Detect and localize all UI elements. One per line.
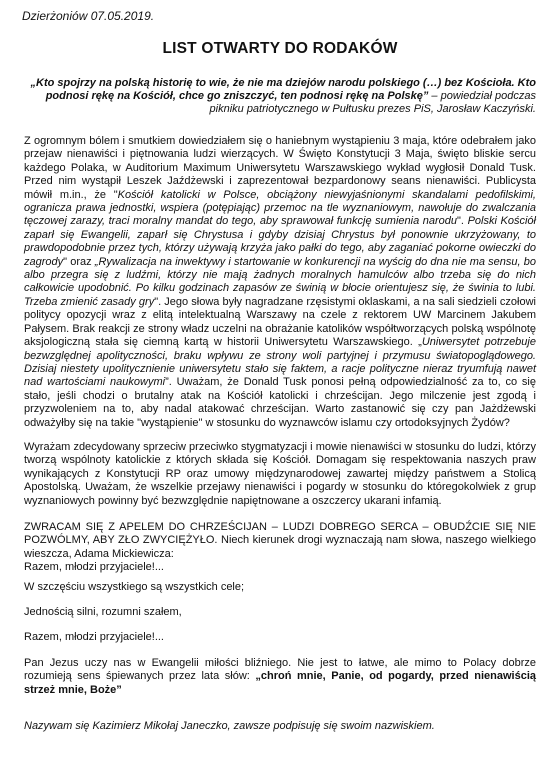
p1-text-1: Z ogromnym bólem i smutkiem dowiedziałem się o haniebnym wystąpieniu 3 maja, które odebrałem jako przejaw nienawiści i piętnowania ludzi wierzących. W Święto Konstytucji 3 Maja, święto bliskie sercu każdego Polaka, w Auditorium Maximum Uniwersytetu Warszawskiego wykład wygłosił Donald Tusk. Przed nim wystąpił Leszek Jaźdżewski i zaprezentował bezpardonowy seans nienawiści. Publicysta mówił m.in., że " [24, 135, 536, 201]
p1-text-4: ". Jego słowa były nagradzane rzęsistymi oklaskami, a na sali siedzieli czołowi politycy opozycji wraz z elitą intelektualną Warszawy na czele z rektorem UW Marcinem Jakubem Pałysem. Brak reakcji ze strony władz uczelni na obrażanie katolików współtworzących polską wspólnotę aksjologiczną stała się ciemną kartą w historii Uniwersytetu Warszawskiego. „ [24, 295, 537, 349]
paragraph-3 [24, 521, 536, 575]
p1-text-2: ". [457, 215, 468, 228]
letter-title: LIST OTWARTY DO RODAKÓW [162, 40, 398, 57]
appeal-line: Razem, młodzi przyjaciele!... [24, 561, 164, 574]
p1-quote-2: Polski Kościół zaparł się Ewangelii, zaparł się Chrystusa i gdyby dzisiaj Chrystus był ponownie ukrzyżowany, to prawdopodobnie przez tych, którzy używają krzyża jako pałki do tego, aby zaganiać pokorne owieczki do zagrody [24, 215, 536, 268]
paragraph-2: Wyrażam zdecydowany sprzeciw przeciwko stygmatyzacji i mowie nienawiści w stosunku do ludzi, którzy tworzą wspólnoty katolickie z których składa się Kościół. Domagam się respektowania naszych praw wynikających z Konstytucji RP oraz umowy międzynarodowej zawartej między państwem a Stolicą Apostolską. Uważam, że wszelkie przejawy nienawiści i pogardy w stosunku do któregokolwiek z grup wyznaniowych powinny być bezwzględnie napiętnowane a oszczercy ukarani infamią. [24, 440, 536, 507]
letter-date: Dzierżoniów 07.05.2019. [22, 9, 155, 23]
motto-quote: „Kto spojrzy na polską historię to wie, że nie ma dziejów narodu polskiego (…) bez Kościoła. Kto podnosi rękę na Kościół, chce go zniszczyć, ten podnosi rękę na Polskę” [30, 77, 536, 102]
p1-text-5: ”. Uważam, że Donald Tusk ponosi pełną odpowiedzialność za to, co się stało, jeśli chodzi o brutalny atak na Kościół katolicki i chrześcijan. Jego milczenie jest zgodą i przyzwoleniem na to, aby nadal atakować chrześcijan. Warto zastanowić się czy pan Jażdżewski odważyłby się na takie "wystąpienie" w stosunku do wyznawców islamu czy ortodoksyjnych Żydów? [24, 376, 536, 429]
p1-quote-3: „Rywalizacja na inwektywy i startowanie w konkurencji na wyścig do dna nie ma sensu, bo albo przegra się z ludźmi, którzy nie mają żadnych moralnych hamulców albo trzeba się do nich całkowicie upodobnić. Po kilku godzinach zapasów ze świnią w błocie orientujesz się, że świnia to lubi. Trzeba zmienić zasady gry [24, 255, 537, 308]
motto-attribution: – powiedział podczas pikniku patriotycznego w Pułtusku prezes PiS, Jarosław Kaczyński. [209, 90, 536, 115]
verse-2: Jednością silni, rozumni szałem, [24, 606, 182, 618]
paragraph-4 [24, 657, 536, 697]
p4-bold-quote: „chroń mnie, Panie, od pogardy, przed nienawiścią strzeż mnie, Boże” [24, 670, 536, 696]
verse-3: Razem, młodzi przyjaciele!... [24, 631, 164, 644]
signature-line: Nazywam się Kazimierz Mikołaj Janeczko, zawsze podpisuję się swoim nazwiskiem. [24, 720, 435, 733]
p1-quote-4: Uniwersytet potrzebuje bezwzględnej apolityczności, braku wpływu ze strony woli partyjnej i przymusu światopoglądowego. Dzisiaj niestety upolitycznienie uniwersytetu stało się faktem, a racje polityczne nieraz tryumfują nawet nad wartościami naukowymi [24, 336, 536, 389]
motto-quote-block [24, 77, 536, 116]
appeal-caps: ZWRACAM SIĘ Z APELEM DO CHRZEŚCIJAN – LUDZI DOBREGO SERCA – OBUDŹCIE SIĘ NIE POZWÓLMY, ABY ZŁO ZWYCIĘŻYŁO. [24, 520, 536, 547]
p1-text-3: " oraz [63, 255, 95, 268]
p4-text: Pan Jezus uczy nas w Ewangelii miłości bliźniego. Nie jest to łatwe, ale mimo to Polacy dobrze rozumieją sens śpiewanych przez lata słów: [24, 656, 536, 683]
p1-quote-1: Kościół katolicki w Polsce, obciążony niewyjaśnionymi skandalami pedofilskimi, ogranicza prawa jednostki, wspiera (potępiając) przemoc na tle wyznaniowym, nawołuje do zwalczania tęczowej zarazy, traci moralny mandat do tego, aby sprawował funkcję sumienia narodu [24, 188, 536, 228]
verse-1: W szczęściu wszystkiego są wszystkich cele; [24, 580, 245, 593]
paragraph-1 [24, 135, 536, 430]
appeal-rest: Niech kierunek drogi wyznaczają nam słowa, naszego wielkiego wieszcza, Adama Mickiewicza: [24, 534, 536, 560]
